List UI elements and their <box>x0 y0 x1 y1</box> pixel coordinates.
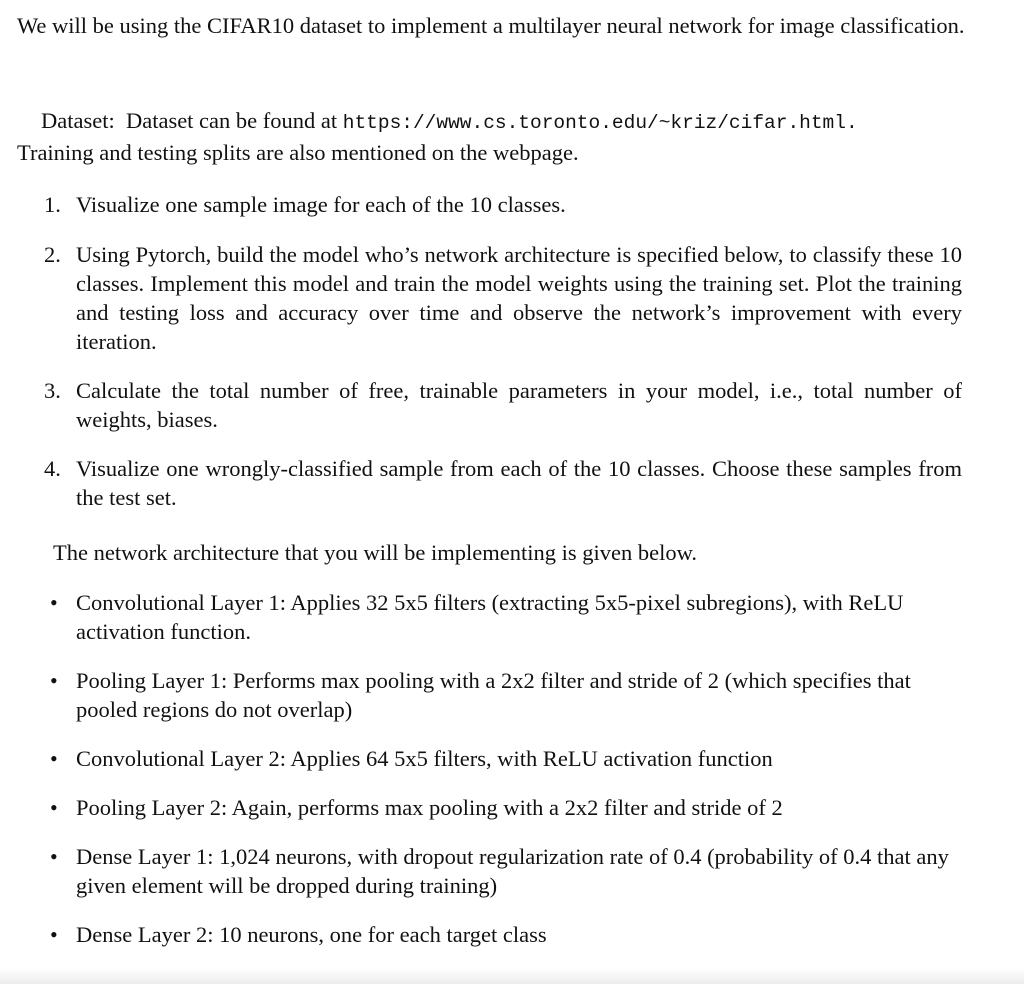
layer-text: Convolutional Layer 1: Applies 32 5x5 filters (extracting 5x5-pixel subregions), with ReLU activation function. <box>76 590 904 644</box>
task-number: 2. <box>44 242 61 267</box>
layer-text: Pooling Layer 1: Performs max pooling with a 2x2 filter and stride of 2 (which specifies that pooled regions do not overlap) <box>76 668 911 722</box>
dataset-label: Dataset: <box>41 108 115 133</box>
layer-text: Dense Layer 2: 10 neurons, one for each target class <box>76 922 547 947</box>
dataset-url-link[interactable]: https://www.cs.toronto.edu/~kriz/cifar.html. <box>342 112 858 134</box>
dataset-paragraph <box>17 106 967 167</box>
task-text: Using Pytorch, build the model who’s network architecture is specified below, to classify these 10 classes. Implement this model and train the model weights using the training set. Plot the training and testing loss and accuracy over time and observe the network’s improvement with every iteration. <box>76 242 962 354</box>
layer-item <box>50 793 962 822</box>
bullet-icon: • <box>50 922 58 947</box>
layer-item <box>50 744 962 773</box>
layer-text: Dense Layer 1: 1,024 neurons, with dropout regularization rate of 0.4 (probability of 0.4 that any given element will be dropped during training) <box>76 844 949 898</box>
task-number: 4. <box>44 456 61 481</box>
task-item <box>44 376 962 434</box>
bullet-icon: • <box>50 844 58 869</box>
layer-item <box>50 588 962 646</box>
task-text: Visualize one sample image for each of the 10 classes. <box>76 192 566 217</box>
task-item <box>44 454 962 512</box>
task-number: 3. <box>44 378 61 403</box>
layer-item <box>50 842 962 900</box>
layer-text: Pooling Layer 2: Again, performs max pooling with a 2x2 filter and stride of 2 <box>76 795 783 820</box>
dataset-splits-text: Training and testing splits are also mentioned on the webpage. <box>17 140 579 165</box>
bullet-icon: • <box>50 795 58 820</box>
task-text: Visualize one wrongly-classified sample from each of the 10 classes. Choose these samples from the test set. <box>76 456 962 510</box>
task-item <box>44 240 962 356</box>
bullet-icon: • <box>50 590 58 615</box>
layer-item <box>50 666 962 724</box>
bullet-icon: • <box>50 668 58 693</box>
intro-paragraph: We will be using the CIFAR10 dataset to implement a multilayer neural network for image classification. <box>17 13 965 38</box>
bullet-icon: • <box>50 746 58 771</box>
task-text: Calculate the total number of free, trainable parameters in your model, i.e., total number of weights, biases. <box>76 378 962 432</box>
task-number: 1. <box>44 192 61 217</box>
layer-item <box>50 920 962 949</box>
architecture-heading: The network architecture that you will be implementing is given below. <box>53 540 697 565</box>
layer-text: Convolutional Layer 2: Applies 64 5x5 filters, with ReLU activation function <box>76 746 773 771</box>
page-bottom-shadow <box>0 968 1024 984</box>
task-item <box>44 190 962 219</box>
dataset-text: Dataset can be found at <box>125 108 338 133</box>
